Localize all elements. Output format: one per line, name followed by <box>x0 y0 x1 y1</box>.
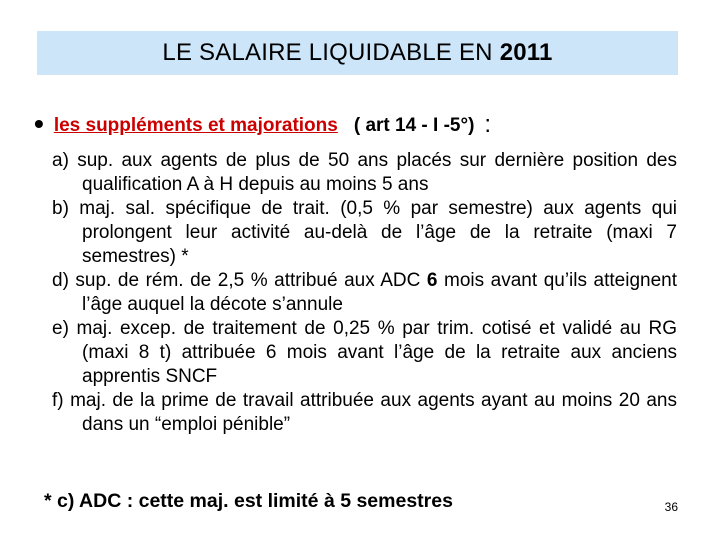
list-item-e: e) maj. excep. de traitement de 0,25 % par trim. cotisé et validé au RG (maxi 8 t) attribuée 6 mois avant l’âge de la retraite aux anciens apprentis SNCF <box>52 318 677 387</box>
title-year: 2011 <box>499 39 553 66</box>
footnote: * c) ADC : cette maj. est limité à 5 semestres <box>44 490 453 512</box>
items-list <box>52 149 677 437</box>
bullet-icon: • <box>34 108 44 139</box>
item-d-bold-number: 6 <box>426 270 438 291</box>
page-number: 36 <box>664 500 678 514</box>
item-d-text-before: d) sup. de rém. de 2,5 % attribué aux ADC <box>52 270 427 291</box>
list-item-a: a) sup. aux agents de plus de 50 ans placés sur dernière position des qualification A à H depuis au moins 5 ans <box>52 150 677 195</box>
list-item-f: f) maj. de la prime de travail attribuée aux agents ayant au moins 20 ans dans un “emploi pénible” <box>52 390 677 435</box>
list-item-b: b) maj. sal. spécifique de trait. (0,5 % par semestre) aux agents qui prolongent leur activité au-delà de l’âge de la retraite (maxi 7 semestres) * <box>52 198 677 267</box>
article-reference: ( art 14 - I -5°) <box>353 115 475 136</box>
heading-colon: : <box>484 111 492 138</box>
bullet-heading: les suppléments et majorations <box>53 115 338 136</box>
slide-title <box>37 31 678 75</box>
item-d-text-after: mois avant qu’ils atteignent l’âge auquel la décote s’annule <box>82 270 677 315</box>
title-text: LE SALAIRE LIQUIDABLE EN <box>162 39 493 66</box>
bullet-heading-line <box>34 108 491 140</box>
list-item-d <box>52 269 677 317</box>
